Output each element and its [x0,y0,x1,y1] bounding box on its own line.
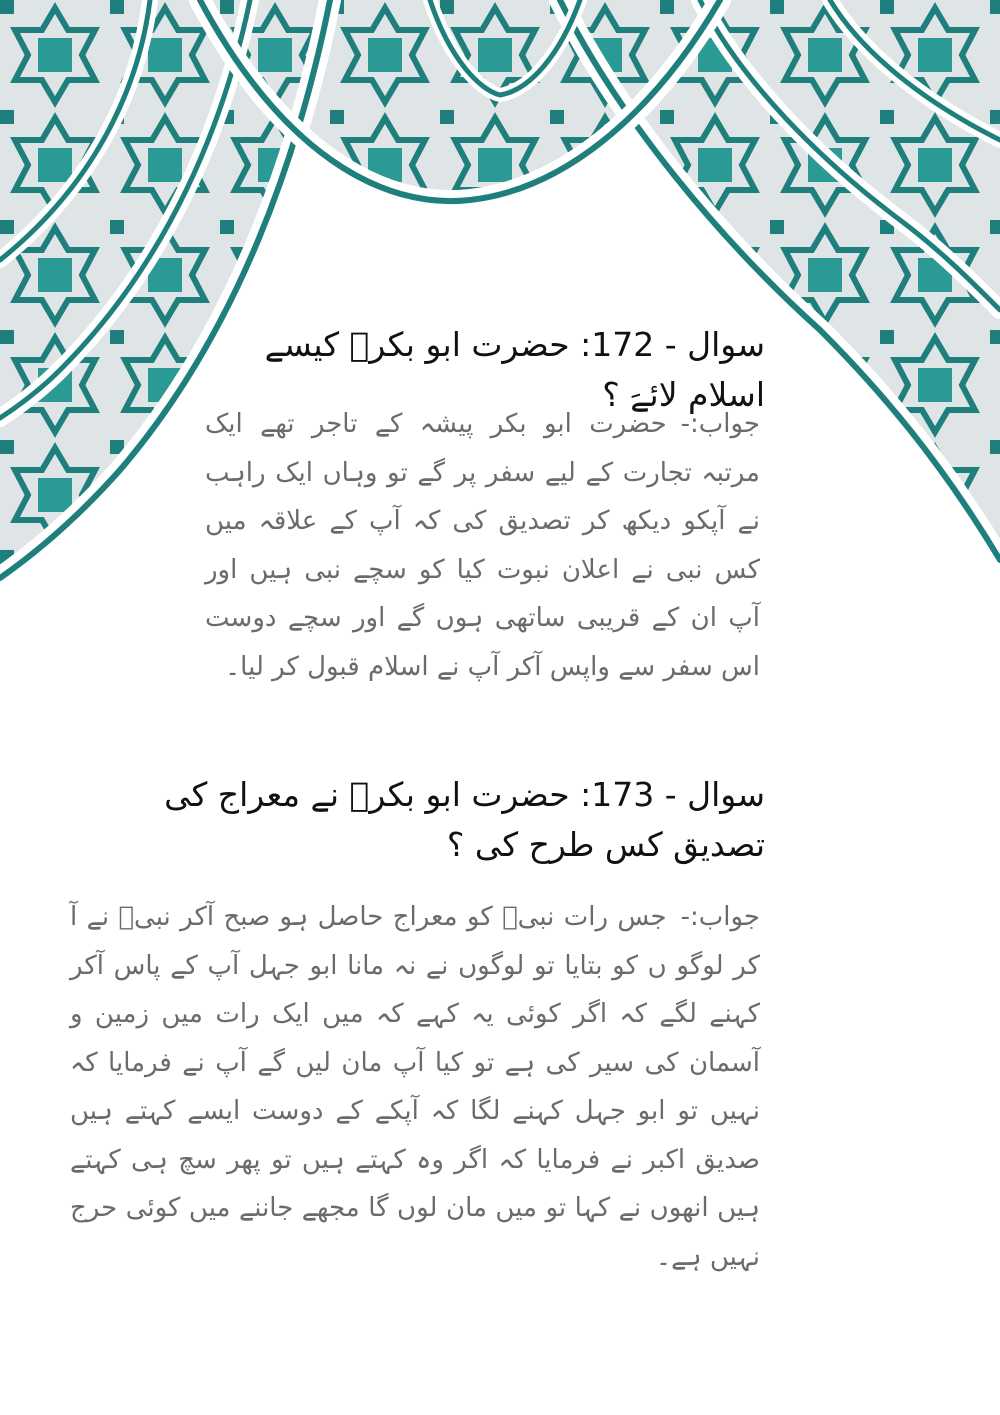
question-173: سوال - 173: حضرت ابو بکرؓ نے معراج کی تصدیق کس طرح کی ؟ [164,775,765,864]
answer-label: جواب:- [680,409,760,439]
answer-173 [70,893,760,1281]
answer-text: جس رات نبیؐ کو معراج حاصل ہو صبح آکر نبیؐ نے آ کر لوگو ں کو بتایا تو لوگوں نے نہ مانا ابو جہل آپ کے پاس آکر کہنے لگے کہ اگر کوئی یہ کہے کہ میں ایک رات میں زمین و آسمان کی سیر کی ہے تو کیا آپ مان لیں گے آپ نے فرمایا کہ نہیں تو ابو جہل کہنے لگا کہ آپکے کے دوست ایسے کہتے ہیں صدیق اکبر نے فرمایا کہ اگر وہ کہتے ہیں تو پھر سچ ہی کہتے ہیں انھوں نے کہا تو میں مان لوں گا مجھے جاننے میں کوئی حرج نہیں ہے۔ [70,902,760,1272]
question-172: سوال - 172: حضرت ابو بکرؓ کیسے اسلام لائےَ ؟ [264,325,765,414]
answer-text: حضرت ابو بکر پیشہ کے تاجر تھے ایک مرتبہ تجارت کے لیے سفر پر گے تو وہاں ایک راہب نے آپکو دیکھ کر تصدیق کی کہ آپ کے علاقہ میں کس نبی نے اعلان نبوت کیا کو سچے نبی ہیں اور آپ ان کے قریبی ساتھی ہوں گے اور سچے دوست اس سفر سے واپس آکر آپ نے اسلام قبول کر لیا۔ [205,409,760,682]
answer-172 [205,400,760,691]
answer-label: جواب:- [680,902,760,932]
